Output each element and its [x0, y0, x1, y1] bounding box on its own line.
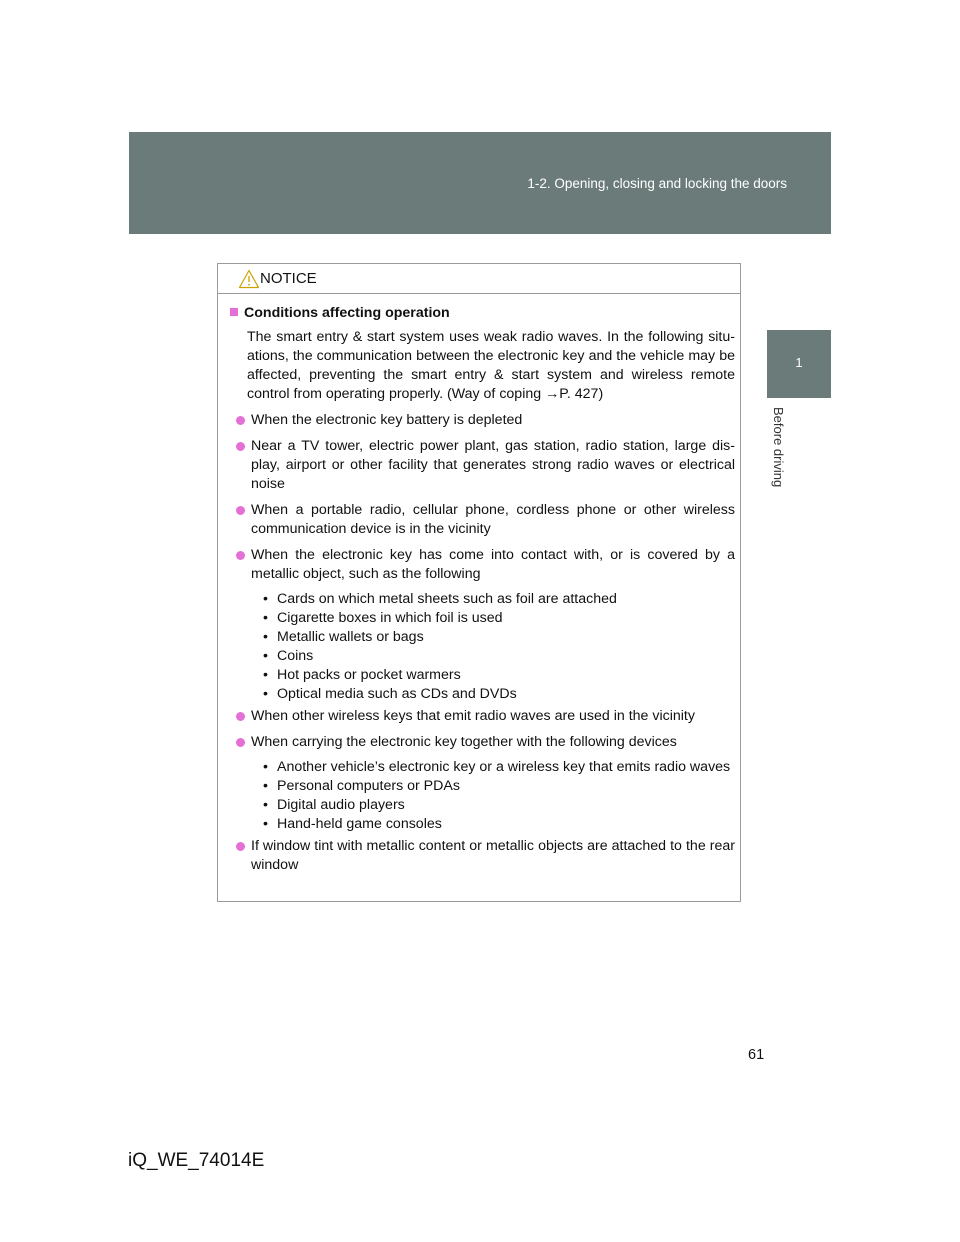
- sub-list-item-text: Hand-held game consoles: [277, 816, 442, 832]
- sub-list-item-text: Optical media such as CDs and DVDs: [277, 686, 517, 702]
- bullet-icon: [236, 416, 245, 425]
- sub-list-item: [263, 666, 735, 685]
- sub-bullet: •: [263, 629, 268, 645]
- sub-list-item-text: Metallic wallets or bags: [277, 629, 424, 645]
- sub-list-item: [263, 590, 735, 609]
- list-item: [230, 501, 735, 539]
- sub-list-item-text: Coins: [277, 648, 314, 664]
- sub-bullet: •: [263, 778, 268, 794]
- sub-bullet: •: [263, 610, 268, 626]
- intro-text: The smart entry & start system uses weak radio waves. In the following situ-ations, the communication between the electronic key and the vehicle may be affected, preventing the smart entry & start system and wireless remote control from operating properly. (Way of coping: [247, 329, 735, 402]
- sub-list-item-text: Another vehicle’s electronic key or a wireless key that emits radio waves: [277, 759, 731, 775]
- sub-list-item: [263, 647, 735, 666]
- section-heading-text: Conditions affecting operation: [244, 305, 450, 321]
- sub-list-item: [263, 628, 735, 647]
- chapter-tab[interactable]: [767, 330, 831, 398]
- sub-list-item-text: Digital audio players: [277, 797, 405, 813]
- sub-bullet: •: [263, 667, 268, 683]
- intro-paragraph: [230, 328, 735, 404]
- arrow-icon: →: [545, 386, 560, 402]
- list-item-text: When other wireless keys that emit radio waves are used in the vicinity: [251, 708, 695, 724]
- sub-bullet: •: [263, 816, 268, 832]
- sub-list-item: [263, 685, 735, 704]
- bullet-icon: [236, 712, 245, 721]
- sub-bullet: •: [263, 797, 268, 813]
- sub-list-item: [263, 796, 735, 815]
- notice-title: NOTICE: [260, 270, 317, 287]
- chapter-number: 1: [795, 355, 803, 370]
- sub-list-item: [263, 777, 735, 796]
- list-item-text: When the electronic key has come into contact with, or is covered by a metallic object, such as the following: [251, 547, 735, 582]
- chapter-label: [756, 407, 816, 497]
- section-title: 1-2. Opening, closing and locking the doors: [527, 176, 787, 191]
- list-item-text: If window tint with metallic content or metallic objects are attached to the rear window: [251, 838, 735, 873]
- bullet-icon: [236, 506, 245, 515]
- notice-header: [218, 264, 740, 294]
- notice-box: [217, 263, 741, 902]
- warning-triangle-icon: [238, 269, 260, 289]
- bullet-icon: [236, 551, 245, 560]
- sub-list-item-text: Hot packs or pocket warmers: [277, 667, 461, 683]
- sub-list-item: [263, 609, 735, 628]
- page-reference-link[interactable]: P. 427): [559, 386, 604, 402]
- sub-list-item: [263, 815, 735, 834]
- devices-list: [230, 758, 735, 834]
- sub-list-item-text: Cards on which metal sheets such as foil are attached: [277, 591, 617, 607]
- list-item: [230, 411, 735, 430]
- bullet-icon: [236, 442, 245, 451]
- list-item-text: When the electronic key battery is depleted: [251, 412, 523, 428]
- square-bullet-icon: [230, 308, 238, 316]
- sub-bullet: •: [263, 686, 268, 702]
- bullet-icon: [236, 842, 245, 851]
- sub-bullet: •: [263, 591, 268, 607]
- list-item: [230, 707, 735, 726]
- sub-bullet: •: [263, 648, 268, 664]
- sub-list-item-text: Cigarette boxes in which foil is used: [277, 610, 503, 626]
- list-item: [230, 837, 735, 875]
- sub-list-item: [263, 758, 735, 777]
- section-heading: [230, 304, 735, 323]
- header-band: [129, 132, 831, 234]
- document-code: iQ_WE_74014E: [128, 1150, 265, 1171]
- bullet-icon: [236, 738, 245, 747]
- list-item-text: When a portable radio, cellular phone, cordless phone or other wireless communication device is in the vicinity: [251, 502, 735, 537]
- chapter-label-text: Before driving: [771, 407, 786, 488]
- list-item: [230, 437, 735, 494]
- sub-bullet: •: [263, 759, 268, 775]
- metallic-objects-list: [230, 590, 735, 704]
- list-item: [230, 546, 735, 584]
- list-item-text: Near a TV tower, electric power plant, gas station, radio station, large dis-play, airport or other facility that generates strong radio waves or electrical noise: [251, 438, 735, 492]
- list-item: [230, 733, 735, 752]
- sub-list-item-text: Personal computers or PDAs: [277, 778, 460, 794]
- notice-body: [218, 294, 740, 875]
- list-item-text: When carrying the electronic key together with the following devices: [251, 734, 677, 750]
- page-number: 61: [748, 1047, 765, 1063]
